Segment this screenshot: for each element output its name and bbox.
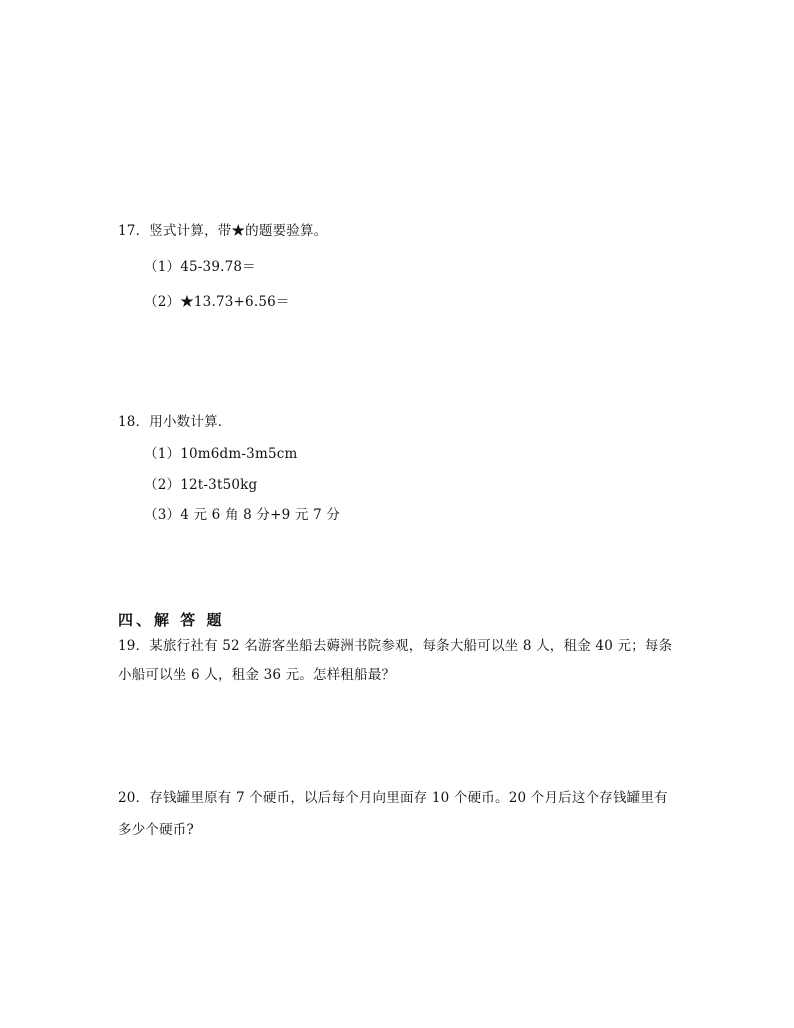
- question-18-item-3: （3）4 元 6 角 8 分+9 元 7 分: [144, 507, 341, 523]
- question-19-line-1: 19．某旅行社有 52 名游客坐船去薅洲书院参观，每条大船可以坐 8 人，租金 40 元；每条: [118, 638, 673, 654]
- question-18-title: 18．用小数计算．: [118, 414, 232, 430]
- question-18-item-2: （2）12t-3t50kg: [144, 477, 258, 493]
- section-heading: 四、解 答 题: [118, 611, 225, 629]
- question-18-item-1: （1）10m6dm-3m5cm: [144, 446, 298, 462]
- question-20-line-1: 20．存钱罐里原有 7 个硬币，以后每个月向里面存 10 个硬币。20 个月后这个存钱罐里有: [118, 790, 668, 806]
- question-17-item-1: （1）45-39.78＝: [144, 259, 256, 275]
- question-20-line-2: 多少个硬币?: [118, 822, 194, 838]
- question-19-line-2: 小船可以坐 6 人，租金 36 元。怎样租船最？: [118, 667, 396, 683]
- question-17-item-2: （2）★13.73+6.56＝: [144, 294, 290, 310]
- question-17-title: 17．竖式计算，带★的题要验算。: [118, 223, 328, 239]
